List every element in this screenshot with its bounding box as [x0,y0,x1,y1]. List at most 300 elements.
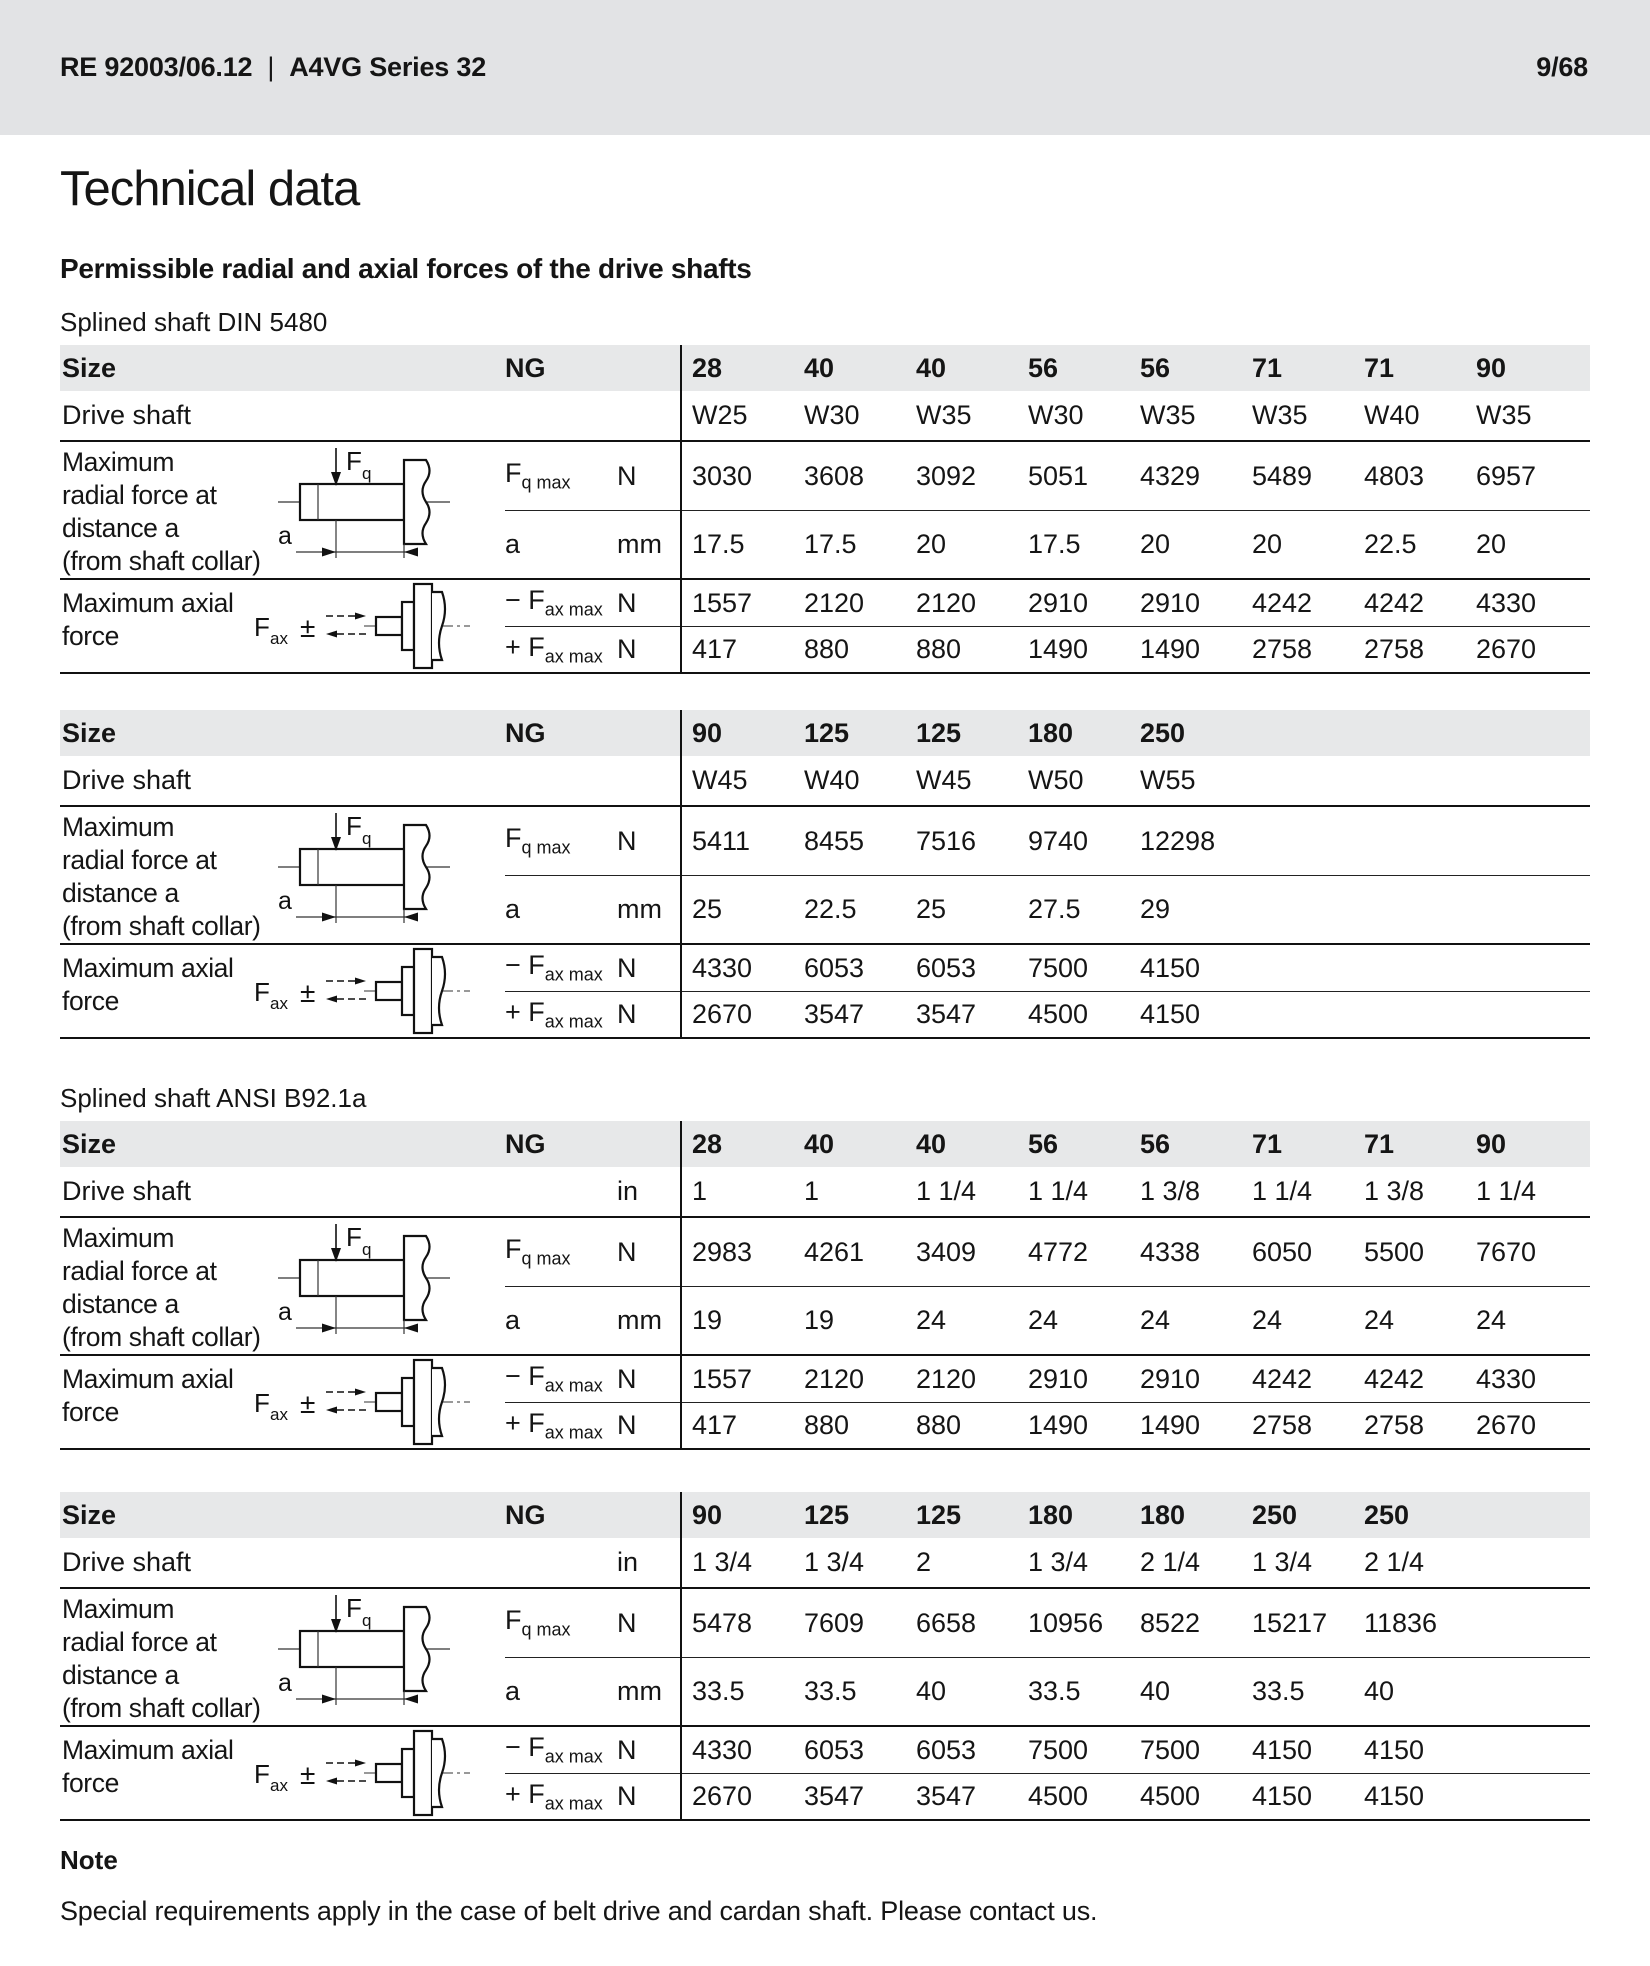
axial-subrows [505,1356,1590,1448]
fax-plus-value: 2670 [1476,1410,1537,1440]
a-value: 25 [692,894,723,924]
shaft-value: 1 3/8 [1140,1176,1201,1206]
distance-a-row [505,1657,1590,1725]
axial-force-diagram [252,1725,502,1821]
note-heading: Note [60,1845,118,1875]
param-label: − $F_{ax max}$ [505,950,603,985]
label-line: distance a [62,1289,179,1319]
fq-param-cell [505,823,617,858]
fq-value: 5478 [692,1607,753,1638]
diagram-fax-sub: ax [270,1776,288,1795]
a-param-cell [505,1676,617,1707]
page-title: Technical data [60,162,360,216]
shaft-value: 1 1/4 [916,1176,977,1206]
shaft-value: 2 [916,1547,932,1577]
column-divider-line [680,1121,682,1448]
label-line: force [62,621,119,651]
fq-value: 7670 [1476,1236,1537,1267]
shaft-value: W35 [916,400,972,430]
diagram-fq-label: F [346,1593,362,1623]
param-label: $F_{q max}$ [505,823,571,858]
axial-force-label [60,1356,505,1448]
radial-force-label [60,442,505,578]
diagram-fq-sub: q [362,464,372,483]
shaft-value: W55 [1140,765,1196,795]
a-value: 24 [1476,1305,1507,1335]
diagram-fax-label: F [254,612,270,642]
table-header-row [60,1121,1590,1167]
fax-plus-value: 880 [916,634,962,664]
unit-cell: N [617,1236,637,1267]
table-caption-ansi: Splined shaft ANSI B92.1a [60,1083,367,1113]
label-line: force [62,986,119,1016]
column-divider-line [680,345,682,672]
drive-shaft-label: Drive shaft [62,1547,192,1577]
top-header-band [0,0,1650,135]
axial-force-label [60,1727,505,1819]
fq-max-row [505,807,1590,875]
radial-force-diagram [252,444,492,576]
fax-minus-value: 2910 [1140,587,1201,618]
fax-plus-param-cell [505,632,617,667]
fax-plus-value: 880 [804,1410,850,1440]
fax-minus-value: 7500 [1140,1734,1201,1765]
label-line: force [62,1397,119,1427]
axial-force-diagram [252,1354,502,1450]
unit-cell: mm [617,1305,662,1335]
column-divider-line [680,710,682,1037]
shaft-value: 1 3/4 [804,1547,865,1577]
axial-force-label [60,945,505,1037]
unit-cell: N [617,999,637,1029]
axial-force-diagram [252,578,502,674]
shaft-value: 2 1/4 [1364,1547,1425,1577]
shaft-value: W30 [804,400,860,430]
a-value: 22.5 [804,894,857,924]
param-label: + $F_{ax max}$ [505,996,603,1032]
a-value: 20 [916,529,947,559]
ng-value: 71 [1252,1128,1283,1159]
drive-shaft-row [60,1167,1590,1216]
param-label: $F_{q max}$ [505,458,571,493]
axial-subrows [505,580,1590,672]
fq-max-row [505,1218,1590,1286]
drive-shaft-row [60,756,1590,805]
unit-cell: N [617,1363,637,1394]
a-value: 20 [1476,529,1507,559]
fax-minus-value: 7500 [1028,952,1089,983]
fax-minus-value: 1557 [692,587,753,618]
fax-plus-value: 3547 [916,1781,977,1811]
fax-plus-param-cell [505,1779,617,1814]
fax-minus-value: 2910 [1028,587,1089,618]
ng-header: NG [505,1128,546,1159]
drive-shaft-row [60,1538,1590,1587]
ng-value: 90 [692,717,723,748]
fax-minus-row [505,1356,1590,1402]
radial-force-label [60,807,505,943]
a-value: 19 [692,1305,723,1335]
ng-value: 40 [916,1128,947,1159]
fax-minus-row [505,945,1590,991]
ng-value: 125 [804,717,850,748]
table-din-large-sizes [60,710,1590,1039]
diagram-fq-label: F [346,811,362,841]
unit-cell: N [617,1781,637,1811]
a-value: 24 [1140,1305,1171,1335]
a-value: 25 [916,894,947,924]
note-text: Special requirements apply in the case of belt drive and cardan shaft. Please contact us. [60,1896,1098,1926]
ng-value: 28 [692,1128,723,1159]
param-label: a [505,1676,521,1706]
fax-minus-value: 4150 [1140,952,1201,983]
unit-cell: N [617,587,637,618]
a-value: 40 [1364,1676,1395,1706]
shaft-value: W30 [1028,400,1084,430]
radial-subrows [505,807,1590,943]
fq-value: 11836 [1364,1607,1438,1638]
param-label: + $F_{ax max}$ [505,1407,603,1443]
ng-header: NG [505,352,546,383]
fax-minus-value: 2120 [916,1363,977,1394]
ng-value: 71 [1364,352,1395,383]
fq-value: 6050 [1252,1236,1313,1267]
axial-force-rows [60,1725,1590,1819]
radial-force-diagram [252,809,492,941]
ng-value: 180 [1028,717,1074,748]
drive-shaft-label: Drive shaft [62,400,192,430]
fq-param-cell [505,1234,617,1269]
diagram-fq-sub: q [362,1240,372,1259]
table-ansi-large-sizes [60,1492,1590,1821]
fq-value: 4261 [804,1236,865,1267]
a-value: 33.5 [1252,1676,1305,1706]
unit-cell: N [617,634,637,664]
size-header: Size [62,717,117,748]
ng-value: 71 [1364,1128,1395,1159]
a-value: 24 [1364,1305,1395,1335]
table-din-small-sizes [60,345,1590,674]
fax-minus-value: 4330 [692,1734,753,1765]
fax-minus-value: 4330 [1476,587,1537,618]
fq-param-cell [505,458,617,493]
diagram-fax-label: F [254,977,270,1007]
shaft-value: W45 [692,765,748,795]
param-label: + $F_{ax max}$ [505,631,603,667]
fq-value: 7609 [804,1607,865,1638]
fax-minus-param-cell [505,1732,617,1767]
label-line: Maximum axial [62,1364,234,1394]
fq-value: 7516 [916,825,977,856]
diagram-fax-sub: ax [270,994,288,1013]
ng-header: NG [505,1499,546,1530]
fax-plus-value: 4500 [1140,1781,1201,1811]
a-value: 24 [1252,1305,1283,1335]
fax-minus-value: 7500 [1028,1734,1089,1765]
fax-plus-value: 2758 [1364,1410,1425,1440]
param-label: a [505,529,521,559]
fq-value: 6658 [916,1607,977,1638]
fax-minus-value: 6053 [916,952,977,983]
a-value: 33.5 [804,1676,857,1706]
unit-cell: N [617,825,637,856]
unit-cell: in [617,1547,639,1577]
diagram-a-label: a [278,522,292,550]
fq-value: 10956 [1028,1607,1104,1638]
fq-value: 5051 [1028,460,1089,491]
axial-force-rows [60,1354,1590,1448]
fax-plus-value: 4500 [1028,1781,1089,1811]
fax-plus-value: 417 [692,634,738,664]
fq-value: 8522 [1140,1607,1201,1638]
ng-value: 56 [1028,352,1059,383]
ng-value: 56 [1140,1128,1171,1159]
a-value: 22.5 [1364,529,1417,559]
shaft-value: 1 3/4 [1252,1547,1313,1577]
param-label: − $F_{ax max}$ [505,1361,603,1396]
unit-cell: N [617,952,637,983]
plus-minus-sign: ± [300,612,316,643]
a-value: 40 [916,1676,947,1706]
a-value: 17.5 [804,529,857,559]
diagram-a-label: a [278,1298,292,1326]
ng-value: 125 [804,1499,850,1530]
label-line: radial force at [62,480,217,510]
fax-plus-row [505,991,1590,1037]
param-label: $F_{q max}$ [505,1605,571,1640]
unit-cell: mm [617,1676,662,1706]
label-line: distance a [62,513,179,543]
a-value: 24 [916,1305,947,1335]
unit-cell: N [617,1734,637,1765]
fq-value: 5500 [1364,1236,1425,1267]
distance-a-row [505,875,1590,943]
fax-plus-value: 3547 [804,999,865,1029]
radial-force-label [60,1218,505,1354]
fq-value: 4338 [1140,1236,1201,1267]
fax-plus-value: 1490 [1140,634,1201,664]
label-line: force [62,1768,119,1798]
document-header [60,52,1588,83]
shaft-value: 1 3/4 [692,1547,753,1577]
unit-cell: mm [617,529,662,559]
fax-plus-row [505,626,1590,672]
axial-subrows [505,1727,1590,1819]
a-value: 33.5 [692,1676,745,1706]
param-label: a [505,894,521,924]
param-label: − $F_{ax max}$ [505,1732,603,1767]
shaft-value: 1 1/4 [1252,1176,1313,1206]
shaft-value: 1 1/4 [1028,1176,1089,1206]
fax-minus-value: 4330 [692,952,753,983]
fax-minus-value: 2120 [916,587,977,618]
diagram-fq-sub: q [362,829,372,848]
table-caption-din: Splined shaft DIN 5480 [60,307,328,337]
fax-minus-value: 4242 [1252,1363,1313,1394]
size-header: Size [62,1128,117,1159]
ng-value: 40 [916,352,947,383]
ng-value: 56 [1028,1128,1059,1159]
radial-force-rows [60,805,1590,943]
fax-plus-value: 417 [692,1410,738,1440]
fax-plus-value: 2758 [1364,634,1425,664]
shaft-value: W40 [804,765,860,795]
shaft-value: W35 [1140,400,1196,430]
fax-minus-value: 4150 [1252,1734,1313,1765]
fax-plus-value: 880 [916,1410,962,1440]
ng-header: NG [505,717,546,748]
fq-value: 9740 [1028,825,1089,856]
label-line: Maximum axial [62,588,234,618]
drive-shaft-label: Drive shaft [62,1176,192,1206]
fq-value: 3608 [804,460,865,491]
label-line: radial force at [62,1256,217,1286]
label-line: radial force at [62,1627,217,1657]
table-header-row [60,1492,1590,1538]
size-header: Size [62,1499,117,1530]
fax-minus-param-cell [505,585,617,620]
table-header-row [60,710,1590,756]
fax-plus-value: 4150 [1364,1781,1425,1811]
param-label: a [505,1305,521,1335]
ng-value: 250 [1140,717,1186,748]
header-divider: | [267,52,275,82]
fax-minus-value: 4242 [1364,1363,1425,1394]
fax-minus-value: 2120 [804,587,865,618]
diagram-fq-sub: q [362,1611,372,1630]
label-line: (from shaft collar) [62,1693,261,1723]
fax-minus-value: 6053 [804,952,865,983]
fax-plus-value: 1490 [1140,1410,1201,1440]
plus-minus-sign: ± [300,1388,316,1419]
ng-value: 250 [1364,1499,1410,1530]
a-value: 20 [1140,529,1171,559]
label-line: Maximum [62,1223,175,1253]
fax-plus-value: 4500 [1028,999,1089,1029]
drive-shaft-row [60,391,1590,440]
fax-plus-value: 2758 [1252,1410,1313,1440]
drive-shaft-label: Drive shaft [62,765,192,795]
fax-minus-value: 6053 [916,1734,977,1765]
a-value: 27.5 [1028,894,1081,924]
shaft-value: 1 3/4 [1028,1547,1089,1577]
fq-value: 2983 [692,1236,753,1267]
document-id: RE 92003/06.12 [60,52,253,82]
a-value: 20 [1252,529,1283,559]
axial-force-rows [60,943,1590,1037]
fax-minus-param-cell [505,950,617,985]
param-label: − $F_{ax max}$ [505,585,603,620]
ng-value: 90 [1476,1128,1507,1159]
distance-a-row [505,1286,1590,1354]
radial-force-diagram [252,1591,492,1723]
fq-value: 5411 [692,825,751,856]
fax-plus-value: 2670 [1476,634,1537,664]
fax-minus-value: 4242 [1364,587,1425,618]
label-line: Maximum [62,447,175,477]
fq-max-row [505,1589,1590,1657]
axial-force-diagram [252,943,502,1039]
radial-subrows [505,1589,1590,1725]
fq-param-cell [505,1605,617,1640]
product-series: A4VG Series 32 [289,52,487,82]
fq-value: 5489 [1252,460,1313,491]
ng-value: 40 [804,352,835,383]
a-value: 24 [1028,1305,1059,1335]
shaft-value: 1 [692,1176,708,1206]
a-param-cell [505,1305,617,1336]
axial-subrows [505,945,1590,1037]
fq-value: 4329 [1140,460,1201,491]
table-header-row [60,345,1590,391]
diagram-fax-sub: ax [270,629,288,648]
ng-value: 125 [916,1499,962,1530]
axial-force-rows [60,578,1590,672]
fax-minus-value: 4150 [1364,1734,1425,1765]
ng-value: 56 [1140,352,1171,383]
ng-value: 28 [692,352,723,383]
fax-minus-value: 1557 [692,1363,753,1394]
a-value: 29 [1140,894,1171,924]
shaft-value: W50 [1028,765,1084,795]
label-line: (from shaft collar) [62,911,261,941]
fax-plus-value: 1490 [1028,634,1089,664]
a-value: 17.5 [692,529,745,559]
fax-minus-value: 4242 [1252,587,1313,618]
fq-value: 3409 [916,1236,977,1267]
ng-value: 71 [1252,352,1283,383]
radial-subrows [505,442,1590,578]
table-ansi-small-sizes [60,1121,1590,1450]
diagram-fq-label: F [346,446,362,476]
a-value: 40 [1140,1676,1171,1706]
fax-minus-value: 4330 [1476,1363,1537,1394]
fax-minus-value: 2910 [1140,1363,1201,1394]
fax-minus-value: 2910 [1028,1363,1089,1394]
distance-a-row [505,510,1590,578]
radial-force-diagram [252,1220,492,1352]
fax-plus-value: 4150 [1252,1781,1313,1811]
param-label: + $F_{ax max}$ [505,1778,603,1814]
shaft-value: W40 [1364,400,1420,430]
fax-plus-value: 880 [804,634,850,664]
unit-cell: mm [617,894,662,924]
radial-force-rows [60,1216,1590,1354]
shaft-value: W35 [1476,400,1532,430]
fq-value: 4803 [1364,460,1425,491]
fax-plus-value: 4150 [1140,999,1201,1029]
label-line: (from shaft collar) [62,546,261,576]
ng-value: 180 [1140,1499,1186,1530]
fax-plus-value: 2670 [692,1781,753,1811]
fax-plus-value: 3547 [804,1781,865,1811]
diagram-fax-label: F [254,1388,270,1418]
diagram-fax-label: F [254,1759,270,1789]
fax-minus-row [505,1727,1590,1773]
ng-value: 125 [916,717,962,748]
fax-plus-row [505,1402,1590,1448]
ng-value: 90 [1476,352,1507,383]
label-line: Maximum [62,1594,175,1624]
radial-force-rows [60,440,1590,578]
fq-value: 15217 [1252,1607,1328,1638]
shaft-value: W35 [1252,400,1308,430]
fax-plus-value: 3547 [916,999,977,1029]
ng-value: 250 [1252,1499,1298,1530]
shaft-value: 1 3/8 [1364,1176,1425,1206]
radial-force-label [60,1589,505,1725]
fax-plus-param-cell [505,1408,617,1443]
